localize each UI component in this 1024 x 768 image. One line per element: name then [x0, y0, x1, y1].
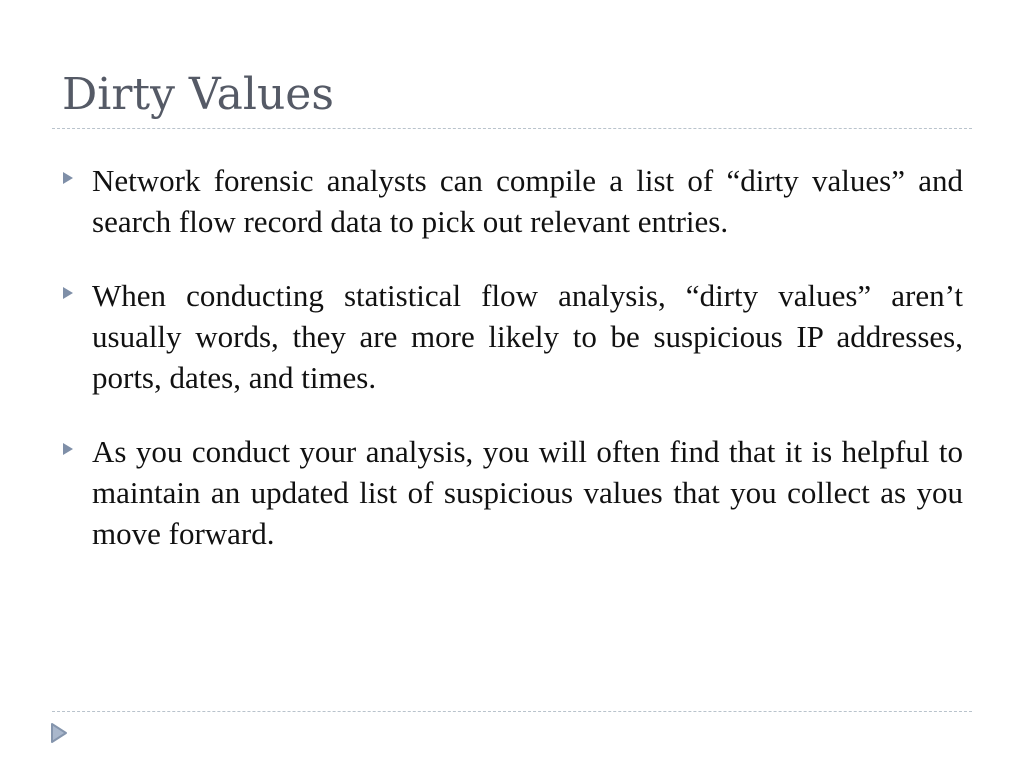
bullet-item [60, 160, 963, 242]
triangle-bullet-icon [63, 172, 73, 184]
slide-title: Dirty Values [62, 69, 334, 120]
bullet-text: Network forensic analysts can compile a list of “dirty values” and search flow record data to pick out relevant entries. [92, 163, 963, 239]
bullet-text: As you conduct your analysis, you will often find that it is helpful to maintain an updated list of suspicious values that you collect as you move forward. [92, 434, 963, 551]
triangle-bullet-icon [63, 287, 73, 299]
bullet-list [60, 160, 963, 587]
footer-divider [52, 711, 972, 712]
bullet-item [60, 275, 963, 398]
bullet-text: When conducting statistical flow analysis, “dirty values” aren’t usually words, they are more likely to be suspicious IP addresses, ports, dates, and times. [92, 278, 963, 395]
bullet-item [60, 431, 963, 554]
title-divider [52, 128, 972, 129]
next-slide-arrow-icon[interactable] [49, 721, 69, 745]
triangle-bullet-icon [63, 443, 73, 455]
